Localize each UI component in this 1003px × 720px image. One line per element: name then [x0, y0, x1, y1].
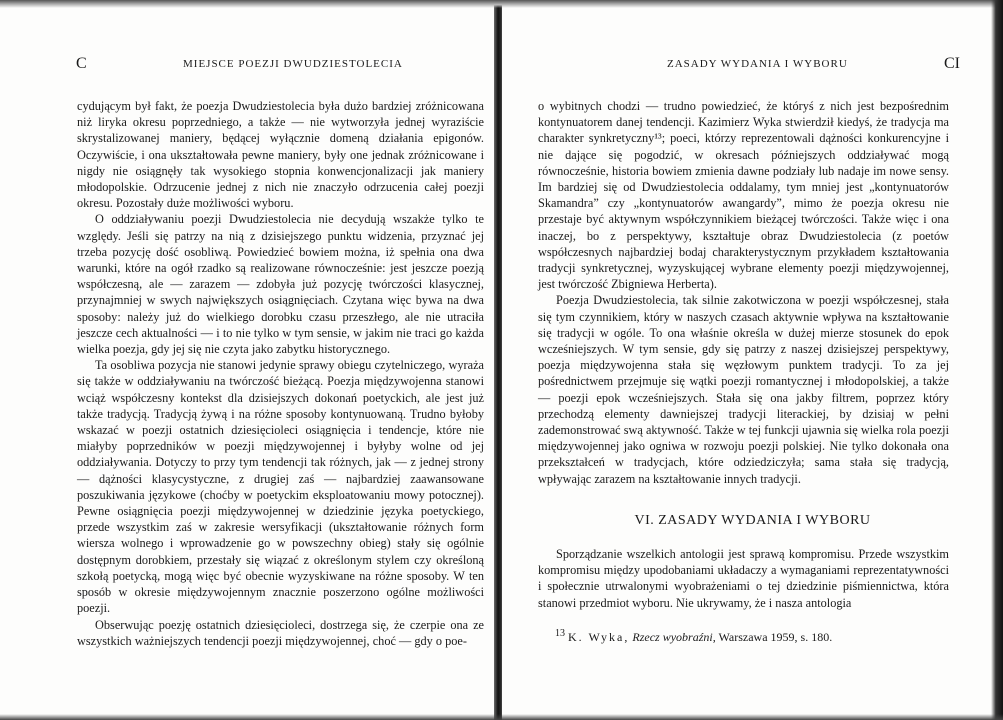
right-paragraph-1: o wybitnych chodzi — trudno powiedzieć, że któryś z nich jest bezpośrednim kontynuatorem danej tendencji. Kazimierz Wyka stwierdził kiedyś, że tradycja ma charakter synkretyczny¹³; poeci, którzy reprezentowali dążności konkurencyjne i nie dające się pogodzić, w okresach późniejszych oddziaływać mogą równocześnie, historia bowiem zmienia dawne podziały lub nadaje im nowe sensy. Im bardziej się od Dwudziestolecia oddalamy, tym mniej jest „kontynuatorów Skamandra” czy „kontynuatorów awangardy”, mimo że poezja okresu nie przestaje być aktywnym współczynnikiem bieżącej twórczości. Także więc i ona inaczej, bo z perspektywy, kształtuje obraz Dwudziestolecia (z poetów współczesnych najbardziej bodaj charakterystycznym przykładem kształtowania tradycji synkretycznej, wyzyskującej wybrane elementy poezji międzywojennej, jest twórczość Zbigniewa Herberta). [538, 99, 949, 292]
left-folio: C [76, 55, 87, 72]
scan-right-edge [991, 0, 1003, 720]
section-text-column [538, 546, 949, 611]
scan-bottom-edge [0, 714, 1003, 720]
left-paragraph-4: Obserwując poezję ostatnich dziesięcioleci, dostrzega się, że czerpie ona ze wszystkich ważniejszych tendencji poezji międzywojennej, choć — gdy o poe- [77, 617, 484, 648]
section-paragraph: Sporządzanie wszelkich antologii jest sprawą kompromisu. Przede wszystkim kompromisu między upodobaniami układaczy a wymaganiami reprezentatywności i społecznie utrwalonymi wyobrażeniami o tej dziedzinie piśmiennictwa, która stanowi przedmiot wyboru. Nie ukrywamy, że i nasza antologia [538, 547, 949, 610]
right-running-header: ZASADY WYDANIA I WYBORU [667, 58, 848, 70]
left-paragraph-3: Ta osobliwa pozycja nie stanowi jedynie sprawy obiegu czytelniczego, wyraża się także w oddziaływaniu na twórczość bieżącą. Poezja międzywojenna stanowi wciąż współczesny kontekst dla dzisiejszych dokonań poetyckich, ale jest już także tradycją. Tradycją żywą i na różne sposoby kontynuowaną. Trudno byłoby wskazać w poezji ostatnich dziesięcioleci osiągnięcia i tendencje, które nie miałyby poprzedników w poezji międzywojennej i byłyby wolne od jej oddziaływania. Dotyczy to przy tym tendencji tak różnych, jak — z jednej strony — dążności klasycystyczne, z drugiej zaś — najbardziej zaawansowane poszukiwania językowe (choćby w poetyckim eksploatowaniu mowy potocznej). Pewne osiągnięcia poezji międzywojennej w dziedzinie języka poetyckiego, przede wszystkim zaś w zakresie wersyfikacji (ukształtowanie różnych form wiersza wolnego i wprowadzenie go w powszechny obieg) stały się ogólnie dostępnym dorobkiem, przestały się wiązać z określonym stylem czy określoną szkołą poetycką, mogą więc być obecnie wyzyskiwane na różne sposoby. W ten sposób w okresie międzywojennym znacznie poszerzono ogólne możliwości poezji. [77, 358, 484, 616]
right-text-column [538, 98, 949, 487]
section-heading: VI. ZASADY WYDANIA I WYBORU [634, 513, 871, 528]
left-paragraph-2: O oddziaływaniu poezji Dwudziestolecia nie decydują wszakże tylko te względy. Jeśli się patrzy na nią z dzisiejszego punktu widzenia, przyznać jej trzeba pozycję dość osobliwą. Powiedzieć bowiem można, iż spełnia ona dwa warunki, które na ogół rzadko są realizowane równocześnie: jest jeszcze poezją współczesną, ale — zarazem — zdobyła już pozycję twórczości klasycznej, przynajmniej w swych największych osiągnięciach. Czytana więc bywa na dwa sposoby: należy już do wielkiego dorobku czasu przeszłego, ale nie utraciła jeszcze cech aktualności — i to nie tylko w tym sensie, w jakim nie traci go każda wielka poezja, gdy jej się nie czyta jako zabytku historycznego. [77, 212, 484, 357]
left-text-column [77, 98, 484, 649]
right-folio: CI [944, 55, 960, 72]
left-running-header: MIEJSCE POEZJI DWUDZIESTOLECIA [183, 58, 403, 70]
footnote-title: Rzecz wyobraźni, [632, 630, 716, 644]
footnote-rest: Warszawa 1959, s. 180. [718, 630, 833, 644]
footnote-number: 13 [555, 628, 565, 639]
footnote [555, 628, 832, 645]
scan-top-edge [0, 0, 1003, 8]
right-page [502, 0, 1003, 720]
right-paragraph-2: Poezja Dwudziestolecia, tak silnie zakotwiczona w poezji współczesnej, stała się tym czynnikiem, który w naszych czasach aktywnie wpływa na kształtowanie się tradycji w ogóle. To ona właśnie określa w dużej mierze stosunek do epok wcześniejszych. W tym sensie, gdy się patrzy z naszej dzisiejszej perspektywy, poezja międzywojenna stała się węzłowym punktem tradycji. To za jej pośrednictwem przejmuje się wątki poezji romantycznej i młodopolskiej, a także — poezji epok wcześniejszych. Stała się ona jakby filtrem, poprzez który przechodzą elementy dawniejszej tradycji literackiej, by dzisiaj w pełni zademonstrować swą aktywność. Także w tej funkcji ujawnia się wielka rola poezji międzywojennej jako ogniwa w rozwoju poezji polskiej. Nie tylko dokonała ona przekształceń w tradycjach, które odziedziczyła; sama stała się tradycją, wpływając zarazem na kształtowanie innych tradycji. [538, 293, 949, 486]
left-paragraph-1: cydującym był fakt, że poezja Dwudziestolecia była dużo bardziej zróżnicowana niż liryka okresu poprzedniego, a także — nie wytworzyła jednej wyraziście skrystalizowanej maniery, będącej wyłącznie domeną działania epigonów. Oczywiście, i ona ukształtowała pewne maniery, były one jednak zróżnicowane i nigdy nie osiągnęły tak wysokiego stopnia konwencjonalizacji jak maniery młodopolskie. Odrzucenie jednej z nich nie znaczyło odrzucenia całej poezji okresu. Pozostały duże możliwości wyboru. [77, 99, 484, 211]
left-page [0, 0, 496, 720]
footnote-author: K. Wyka, [568, 630, 630, 644]
